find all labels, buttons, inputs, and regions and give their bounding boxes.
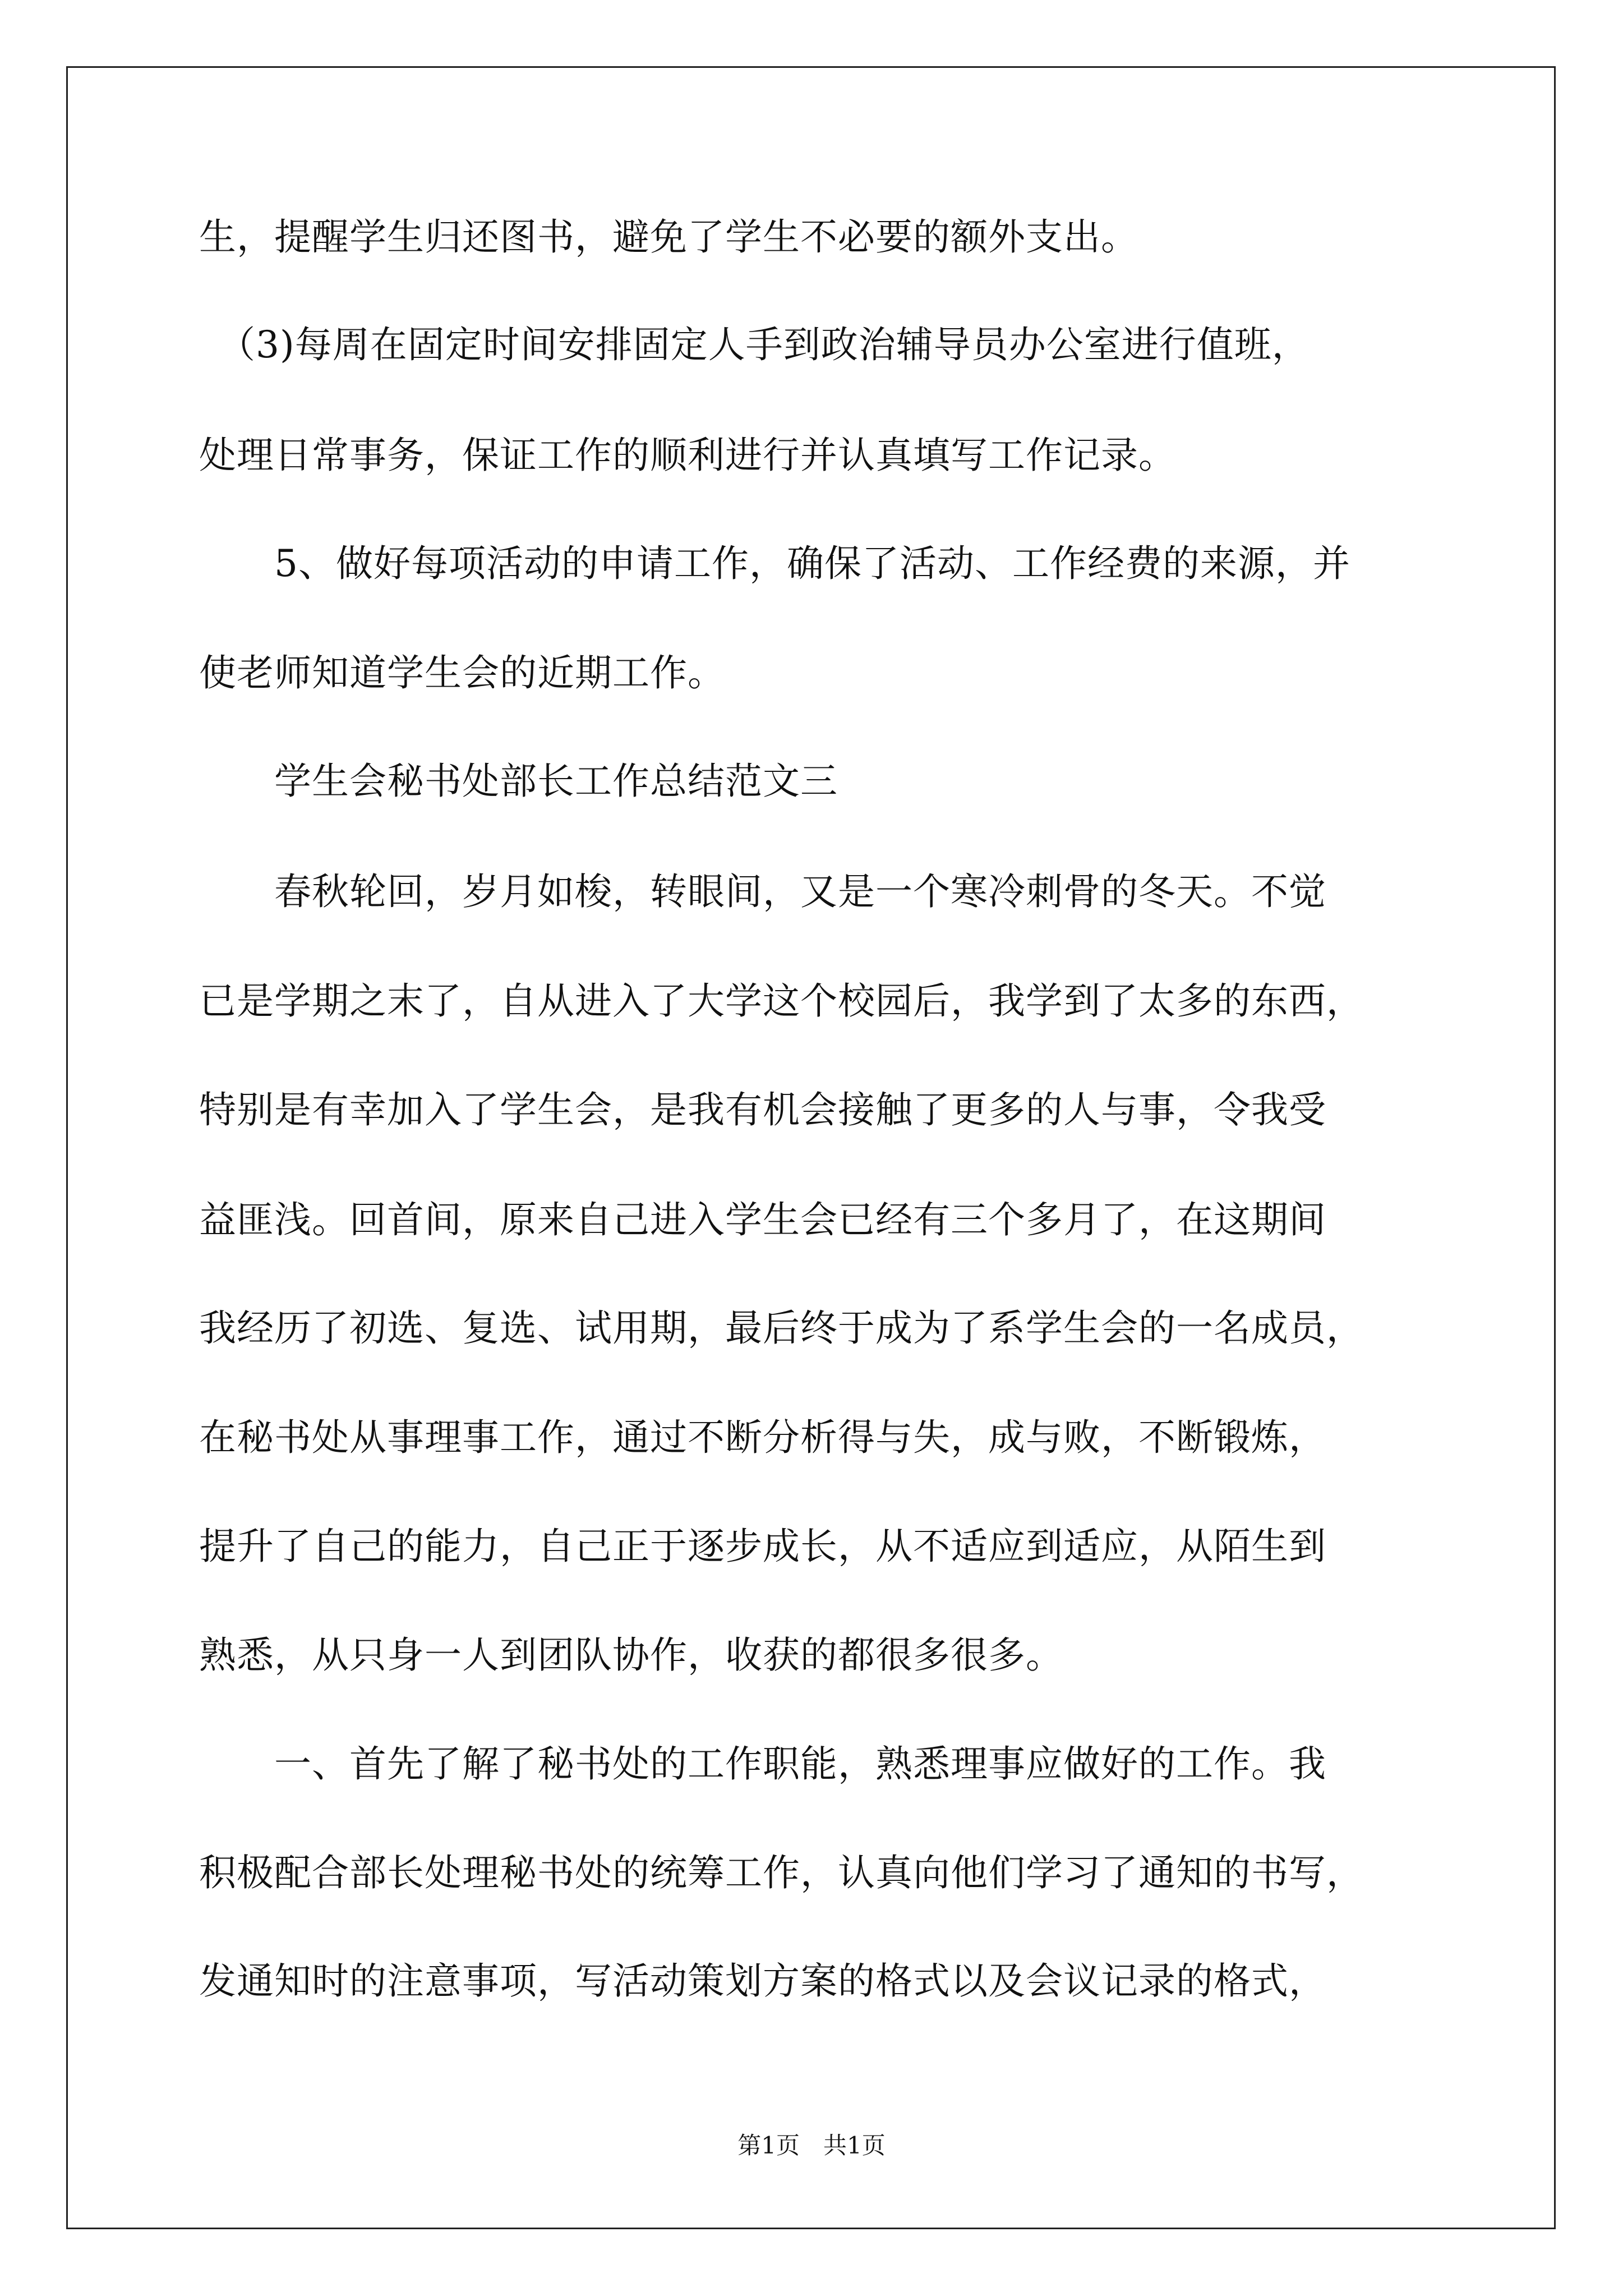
text-line: 一、首先了解了秘书处的工作职能，熟悉理事应做好的工作。我 bbox=[199, 1742, 1326, 1786]
text-line: 发通知时的注意事项，写活动策划方案的格式以及会议记录的格式， bbox=[199, 1959, 1326, 2003]
text-line: 积极配合部长处理秘书处的统筹工作，认真向他们学习了通知的书写， bbox=[199, 1851, 1364, 1894]
text-line: 在秘书处从事理事工作，通过不断分析得与失，成与败，不断锻炼， bbox=[199, 1416, 1326, 1459]
text-line: 5、做好每项活动的申请工作，确保了活动、工作经费的来源，并 bbox=[199, 542, 1350, 585]
text-line: 处理日常事务，保证工作的顺利进行并认真填写工作记录。 bbox=[199, 434, 1176, 477]
text-line: 生，提醒学生归还图书，避免了学生不必要的额外支出。 bbox=[199, 215, 1138, 259]
page-border bbox=[66, 66, 1556, 2229]
text-line: 春秋轮回，岁月如梭，转眼间，又是一个寒冷刺骨的冬天。不觉 bbox=[199, 870, 1326, 913]
text-line: 提升了自己的能力，自己正于逐步成长，从不适应到适应，从陌生到 bbox=[199, 1525, 1326, 1568]
text-line: （3)每周在固定时间安排固定人手到政治辅导员办公室进行值班， bbox=[199, 323, 1310, 366]
page-number-footer: 第1页 共1页 bbox=[737, 2132, 886, 2159]
text-line: 益匪浅。回首间，原来自己进入学生会已经有三个多月了，在这期间 bbox=[199, 1198, 1326, 1241]
text-line: 已是学期之末了，自从进入了大学这个校园后，我学到了太多的东西， bbox=[199, 979, 1364, 1023]
text-line: 使老师知道学生会的近期工作。 bbox=[199, 651, 725, 694]
section-heading: 学生会秘书处部长工作总结范文三 bbox=[199, 760, 838, 803]
text-line: 我经历了初选、复选、试用期，最后终于成为了系学生会的一名成员， bbox=[199, 1306, 1364, 1350]
text-line: 特别是有幸加入了学生会，是我有机会接触了更多的人与事，令我受 bbox=[199, 1088, 1326, 1131]
text-line: 熟悉，从只身一人到团队协作，收获的都很多很多。 bbox=[199, 1634, 1063, 1677]
